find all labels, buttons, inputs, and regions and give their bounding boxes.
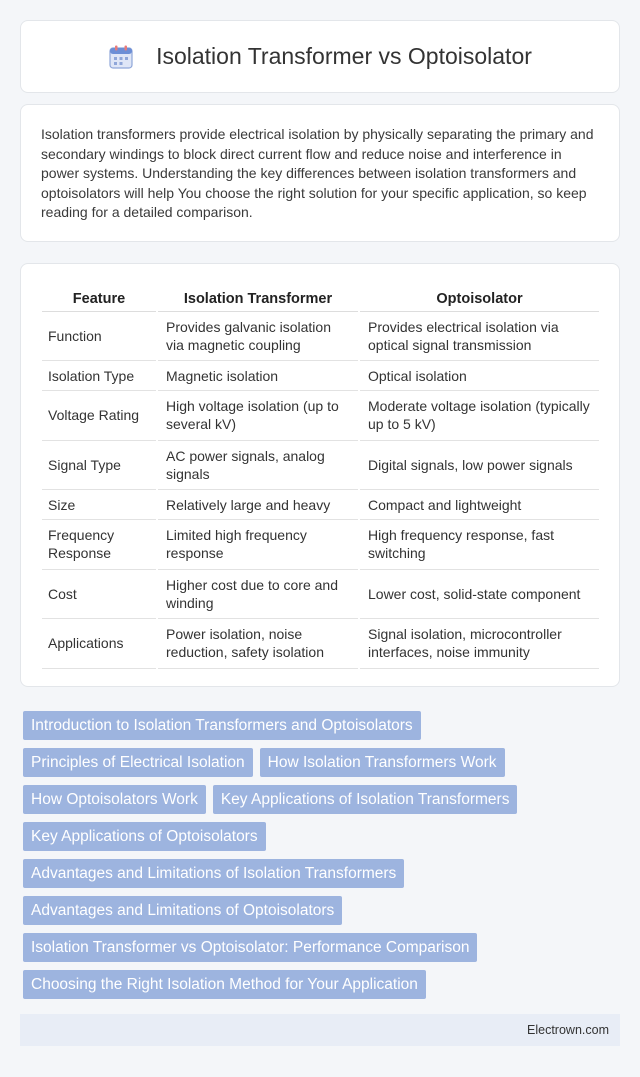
- table-row: [42, 311, 599, 361]
- table-cell: Lower cost, solid-state component: [359, 569, 599, 619]
- column-header-isolation-transformer: Isolation Transformer: [157, 284, 359, 311]
- tag-link[interactable]: Isolation Transformer vs Optoisolator: Performance Comparison: [23, 933, 477, 962]
- table-cell: Signal isolation, microcontroller interfaces, noise immunity: [359, 619, 599, 669]
- table-cell: High voltage isolation (up to several kV): [157, 391, 359, 441]
- table-cell: Cost: [42, 569, 157, 619]
- table-cell: Magnetic isolation: [157, 361, 359, 391]
- table-row: [42, 569, 599, 619]
- column-header-feature: Feature: [42, 284, 157, 311]
- table-cell: Signal Type: [42, 440, 157, 490]
- table-cell: Isolation Type: [42, 361, 157, 391]
- footer-site-name[interactable]: Electrown.com: [527, 1023, 609, 1037]
- table-cell: Voltage Rating: [42, 391, 157, 441]
- intro-card: [20, 104, 620, 242]
- table-row: [42, 520, 599, 570]
- tag-link[interactable]: Key Applications of Isolation Transformers: [213, 785, 518, 814]
- topic-tags: [23, 711, 617, 1007]
- table-header-row: [42, 284, 599, 311]
- tag-link[interactable]: Introduction to Isolation Transformers and Optoisolators: [23, 711, 421, 740]
- title-card: [20, 20, 620, 93]
- table-cell: Size: [42, 490, 157, 520]
- column-header-optoisolator: Optoisolator: [359, 284, 599, 311]
- table-cell: Power isolation, noise reduction, safety isolation: [157, 619, 359, 669]
- table-cell: Limited high frequency response: [157, 520, 359, 570]
- table-cell: Applications: [42, 619, 157, 669]
- comparison-table: [42, 284, 599, 669]
- table-cell: Optical isolation: [359, 361, 599, 391]
- tag-link[interactable]: Advantages and Limitations of Isolation Transformers: [23, 859, 404, 888]
- page-title: Isolation Transformer vs Optoisolator: [156, 43, 532, 69]
- table-cell: Provides galvanic isolation via magnetic coupling: [157, 311, 359, 361]
- intro-paragraph: Isolation transformers provide electrical isolation by physically separating the primary and secondary windings to block direct current flow and reduce noise and interference in power systems. Understanding the key differences between isolation transformers and optoisolators will help You choose the right solution for your specific application, so keep reading for a detailed comparison.: [41, 126, 594, 220]
- table-row: [42, 490, 599, 520]
- comparison-card: [20, 263, 620, 687]
- table-row: [42, 391, 599, 441]
- table-row: [42, 619, 599, 669]
- table-cell: Digital signals, low power signals: [359, 440, 599, 490]
- tag-link[interactable]: Key Applications of Optoisolators: [23, 822, 266, 851]
- table-row: [42, 361, 599, 391]
- tag-link[interactable]: Advantages and Limitations of Optoisolators: [23, 896, 342, 925]
- table-cell: Moderate voltage isolation (typically up to 5 kV): [359, 391, 599, 441]
- table-row: [42, 440, 599, 490]
- table-cell: Relatively large and heavy: [157, 490, 359, 520]
- table-cell: Compact and lightweight: [359, 490, 599, 520]
- table-cell: Higher cost due to core and winding: [157, 569, 359, 619]
- tag-link[interactable]: Choosing the Right Isolation Method for Your Application: [23, 970, 426, 999]
- table-cell: AC power signals, analog signals: [157, 440, 359, 490]
- table-cell: Provides electrical isolation via optical signal transmission: [359, 311, 599, 361]
- tag-link[interactable]: Principles of Electrical Isolation: [23, 748, 253, 777]
- table-cell: Function: [42, 311, 157, 361]
- table-cell: High frequency response, fast switching: [359, 520, 599, 570]
- footer: [20, 1014, 620, 1046]
- tag-link[interactable]: How Isolation Transformers Work: [260, 748, 505, 777]
- calendar-icon: [108, 44, 134, 70]
- tag-link[interactable]: How Optoisolators Work: [23, 785, 206, 814]
- table-cell: Frequency Response: [42, 520, 157, 570]
